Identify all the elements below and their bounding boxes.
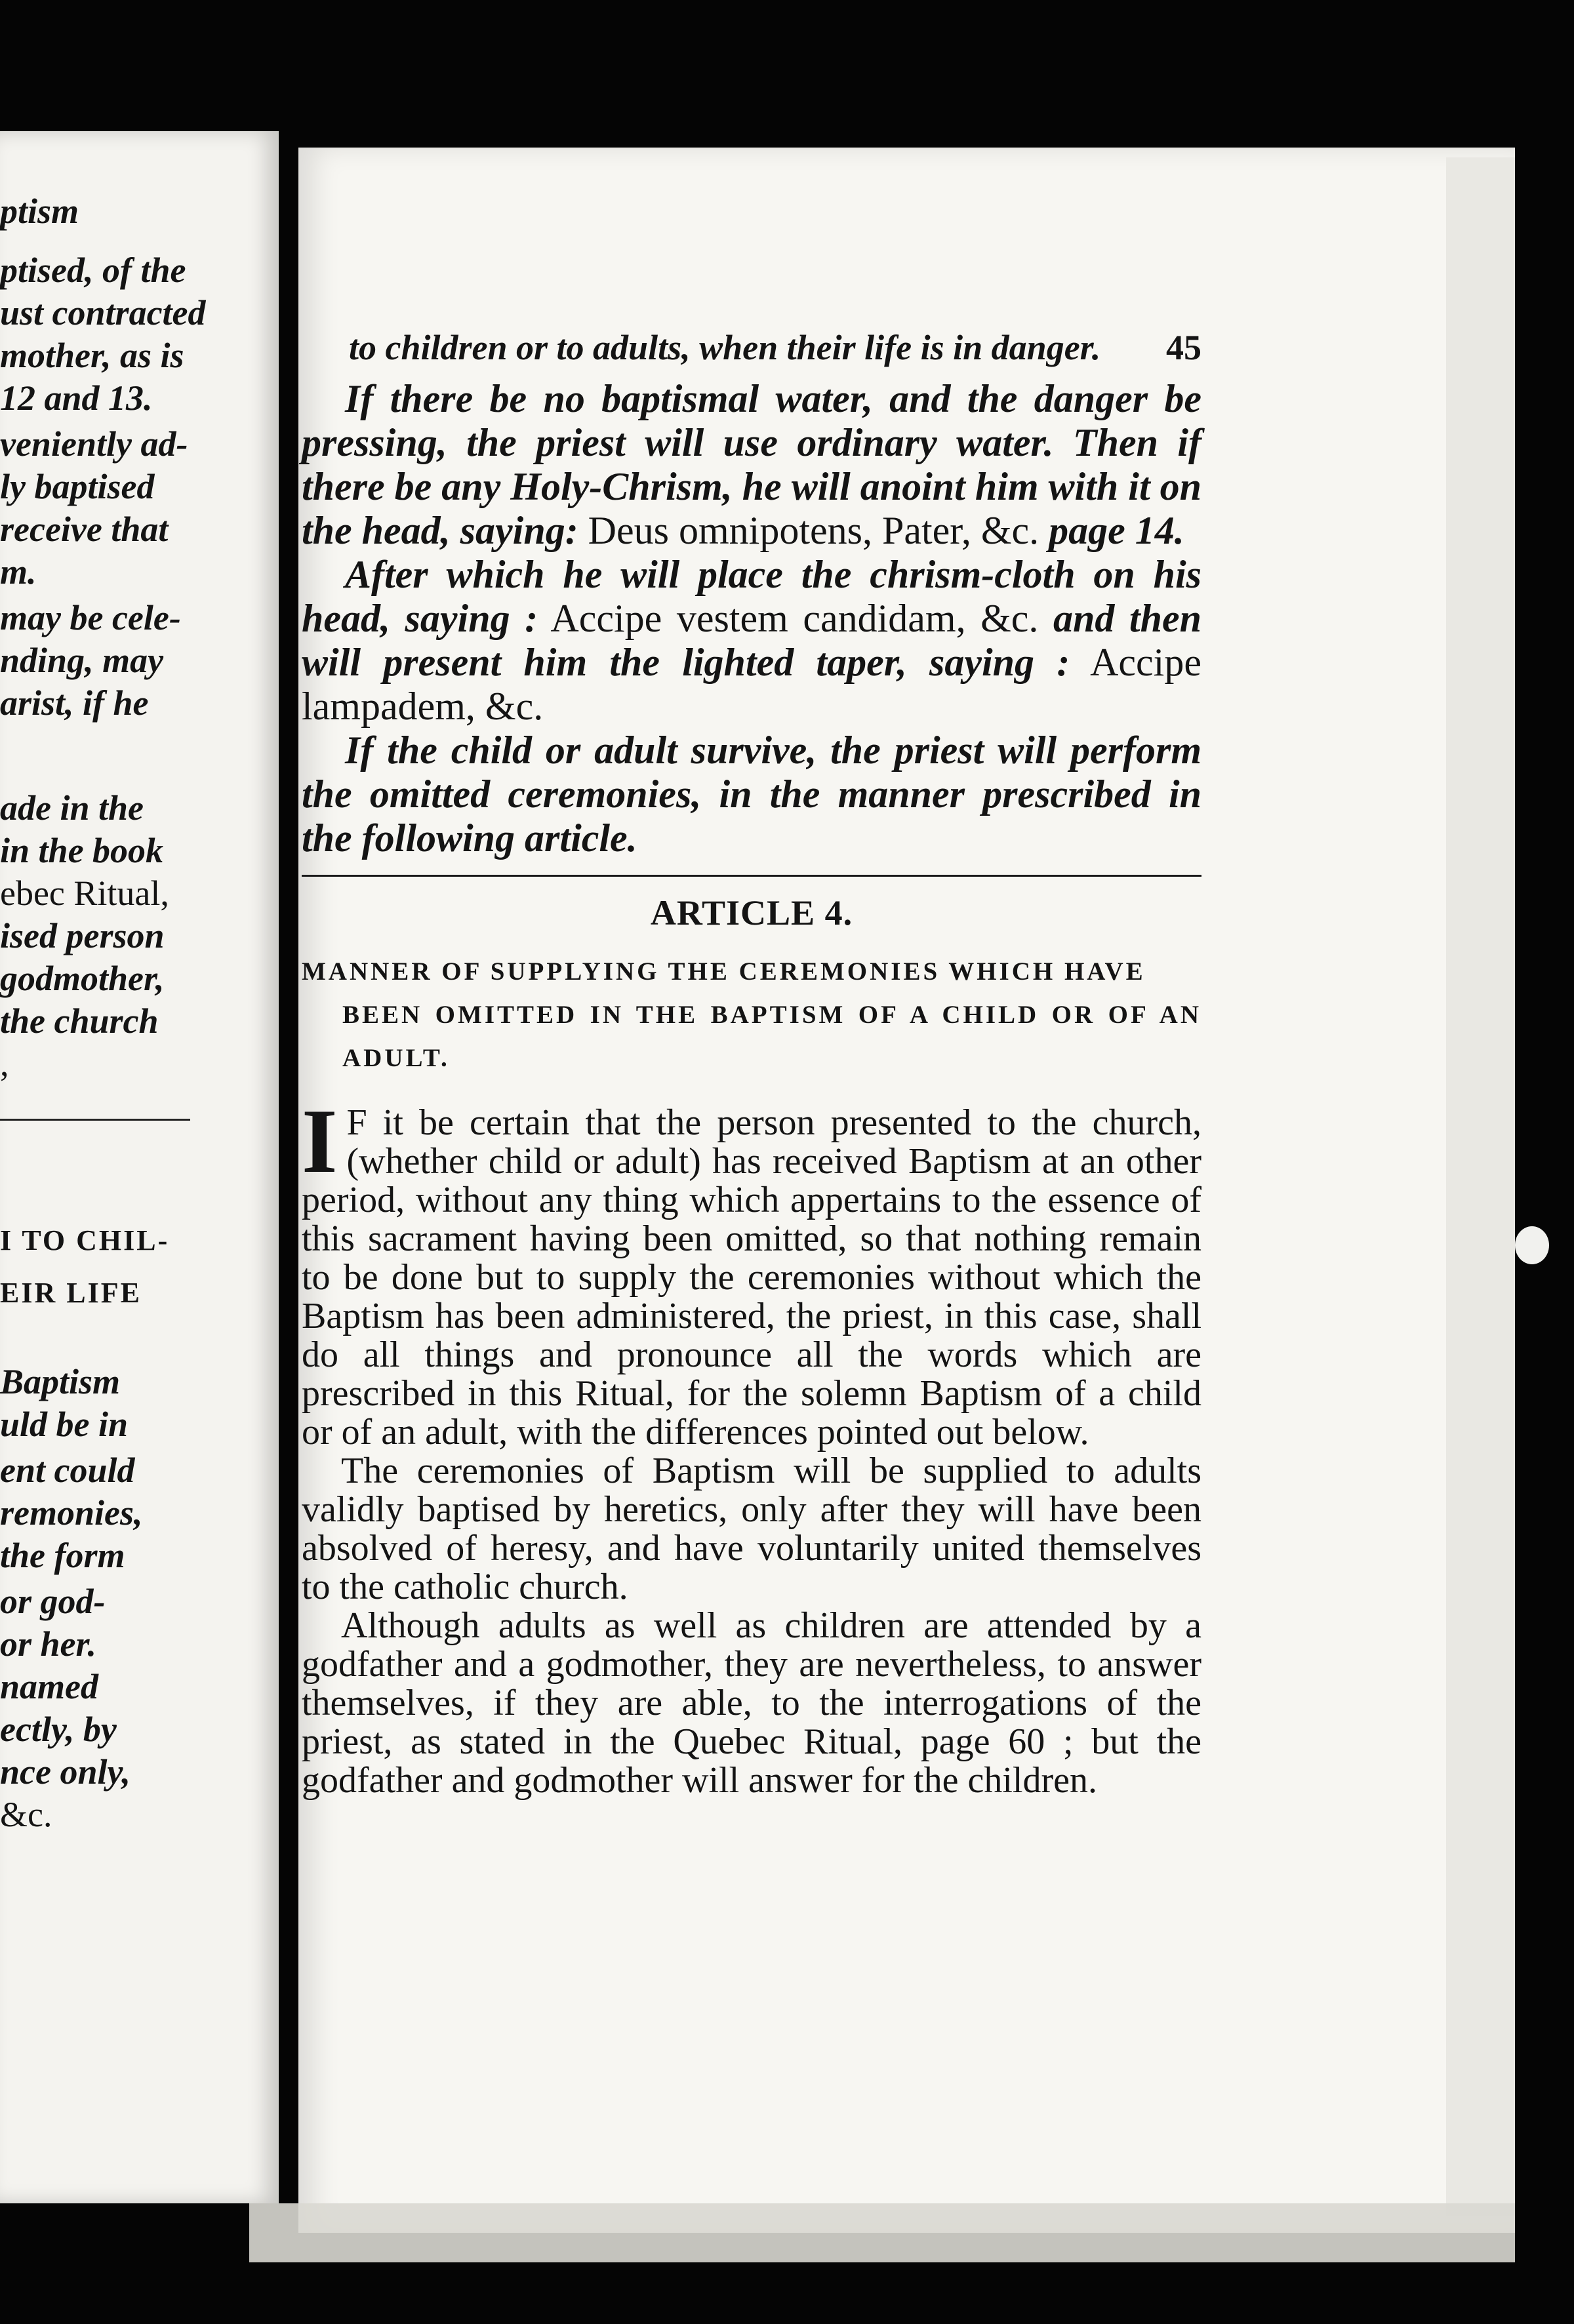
para2-italic-b: and then will present him the lighted taper, saying : [302, 597, 1201, 684]
left-page-line: 12 and 13. [0, 378, 153, 418]
left-page-line: ectly, by [0, 1710, 117, 1749]
left-page-line: m. [0, 552, 37, 591]
page-bottom-edge [249, 2203, 1515, 2262]
left-page-line: &c. [0, 1795, 52, 1834]
para2-italic-a: After which he will place the chrism-cloth on his head, saying : [302, 553, 1201, 640]
left-page-line: Baptism [0, 1362, 121, 1401]
left-page-line: may be cele- [0, 598, 181, 637]
left-page-rule [0, 1119, 190, 1121]
left-page-line: ebec Ritual, [0, 873, 169, 913]
para2-latin-b: Accipe lampadem, &c. [302, 641, 1201, 728]
running-head [349, 325, 1201, 371]
left-page-line: in the book [0, 831, 164, 870]
page-edge [1446, 157, 1515, 2216]
left-page-line: the church [0, 1001, 159, 1041]
article-title: ARTICLE 4. [650, 893, 853, 932]
left-page-line: ptised, of the [0, 250, 186, 290]
left-page-line: nce only, [0, 1752, 131, 1792]
main-text-column [302, 325, 1201, 1800]
left-page-line: ent could [0, 1451, 135, 1490]
body-paragraph-1-text: F it be certain that the person presented to the church, (whether child or adult) has received Baptism at an other period, without any thing which appertains to the essence of this sacrament having been omitted, so that nothing remain to be done but to supply the ceremonies without which the Baptism has been administered, the priest, in this case, shall do all things and pronounce all the words which are prescribed in this Ritual, for the solemn Baptism of a child or of an adult, with the differences pointed out below. [302, 1102, 1201, 1452]
paragraph-no-water [302, 377, 1201, 553]
left-page-line: nding, may [0, 641, 164, 680]
running-title: to children or to adults, when their life is in danger. [349, 328, 1101, 367]
left-page-line: named [0, 1667, 99, 1706]
paper-hole [1515, 1226, 1549, 1264]
left-page-line: or god- [0, 1582, 106, 1621]
left-page-line: veniently ad- [0, 424, 188, 464]
left-page-line: remonies, [0, 1493, 143, 1533]
left-page-line: uld be in [0, 1405, 129, 1444]
left-page-line: ade in the [0, 788, 144, 828]
left-page-line: ly baptised [0, 467, 155, 506]
left-page-line: I TO CHIL- [0, 1224, 170, 1256]
paragraph-survive: If the child or adult survive, the priest will perform the omitted ceremonies, in the manner prescribed in the following article. [302, 729, 1201, 860]
para1-italic: If there be no baptismal water, and the danger be pressing, the priest will use ordinary water. Then if there be any Holy-Chrism, he will anoint him with it on the head, saying: [302, 377, 1201, 552]
left-page-line: or her. [0, 1624, 97, 1664]
para1-latin: Deus omnipotens, Pater, &c. [588, 509, 1039, 552]
left-page-line: mother, as is [0, 336, 184, 375]
body-paragraph-2: The ceremonies of Baptism will be supplied to adults validly baptised by heretics, only after they will have been absolved of heresy, and have voluntarily united themselves to the catholic church. [302, 1451, 1201, 1607]
article-subtitle-rest: BEEN OMITTED IN THE BAPTISM OF A CHILD OR OF AN ADULT. [342, 1001, 1201, 1072]
left-page-line: the form [0, 1536, 125, 1575]
article-subtitle [302, 950, 1201, 1080]
left-page-line: arist, if he [0, 683, 149, 723]
left-page-line: , [0, 1044, 9, 1083]
drop-cap: I [302, 1091, 338, 1192]
para1-page-ref: page 14. [1049, 509, 1184, 552]
left-page-line: godmother, [0, 959, 165, 998]
left-page-line: receive that [0, 510, 169, 549]
left-page-line: ptism [0, 191, 79, 231]
body-paragraph-1 [302, 1091, 1201, 1452]
body-paragraph-3: Although adults as well as children are attended by a godfather and a godmother, they are nevertheless, to answer themselves, if they are able, to the interrogations of the priest, as stated in the Quebec Ritual, page 60 ; but the godfather and godmother will answer for the children. [302, 1605, 1201, 1801]
left-page-line: EIR LIFE [0, 1277, 142, 1309]
para2-latin-a: Accipe vestem candidam, &c. [550, 597, 1039, 640]
paragraph-chrism-cloth [302, 553, 1201, 729]
left-page-line: ised person [0, 916, 165, 955]
left-facing-page [0, 131, 279, 2203]
article-subtitle-line1: MANNER OF SUPPLYING THE CEREMONIES WHICH HAVE [302, 957, 1146, 986]
section-rule [302, 875, 1201, 877]
page-number: 45 [1166, 328, 1201, 367]
left-page-line: ust contracted [0, 293, 206, 332]
